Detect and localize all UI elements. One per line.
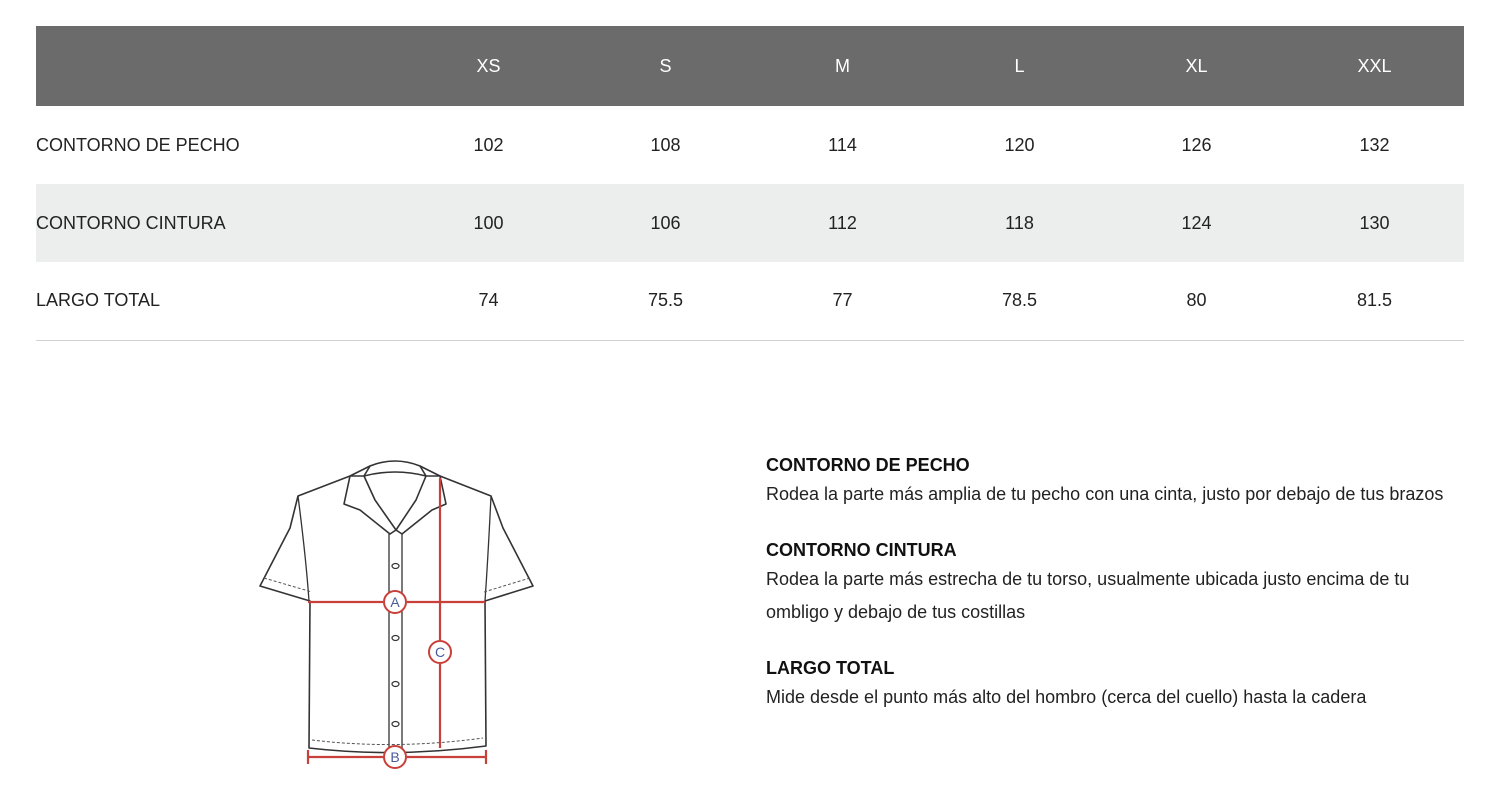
- measurement-guide: [766, 452, 1456, 740]
- table-cell: 120: [1004, 134, 1035, 155]
- table-cell: 81.5: [1356, 290, 1393, 311]
- table-row: [36, 262, 1464, 340]
- guide-title: CONTORNO CINTURA: [766, 540, 957, 560]
- guide-description: Rodea la parte más estrecha de tu torso, usualmente ubicada justo encima de tu ombligo y debajo de tus costillas: [766, 569, 1410, 622]
- header-size-l: L: [1014, 55, 1025, 76]
- table-cell: 100: [473, 212, 504, 233]
- header-size-m: M: [835, 55, 850, 76]
- marker-b: B: [390, 749, 400, 765]
- header-size-xxl: XXL: [1357, 55, 1392, 76]
- size-header-row: [36, 26, 1464, 106]
- header-empty: [36, 26, 400, 106]
- table-cell: 118: [1005, 212, 1034, 233]
- guide-description: Mide desde el punto más alto del hombro (cerca del cuello) hasta la cadera: [766, 687, 1367, 707]
- table-cell: 77: [832, 290, 853, 311]
- row-label: LARGO TOTAL: [36, 290, 161, 311]
- table-row: [36, 106, 1464, 184]
- shirt-measurement-icon: [250, 448, 550, 778]
- shirt-diagram: [250, 448, 550, 778]
- table-cell: 102: [473, 134, 504, 155]
- guide-item: [766, 655, 1456, 714]
- table-cell: 114: [828, 134, 857, 155]
- guide-item: [766, 452, 1456, 511]
- table-cell: 74: [478, 290, 499, 311]
- table-cell: 130: [1359, 212, 1390, 233]
- row-label: CONTORNO DE PECHO: [36, 134, 240, 155]
- header-size-xl: XL: [1185, 55, 1208, 76]
- table-cell: 132: [1359, 134, 1390, 155]
- header-size-xs: XS: [476, 55, 501, 76]
- guide-title: LARGO TOTAL: [766, 658, 895, 678]
- table-cell: 112: [828, 212, 857, 233]
- table-cell: 126: [1181, 134, 1212, 155]
- guide-item: [766, 537, 1456, 629]
- table-cell: 75.5: [647, 290, 684, 311]
- guide-description: Rodea la parte más amplia de tu pecho con una cinta, justo por debajo de tus brazos: [766, 484, 1444, 504]
- table-cell: 80: [1186, 290, 1207, 311]
- row-label: CONTORNO CINTURA: [36, 212, 226, 233]
- table-cell: 108: [650, 134, 681, 155]
- table-cell: 124: [1181, 212, 1212, 233]
- guide-title: CONTORNO DE PECHO: [766, 455, 970, 475]
- table-cell: 78.5: [1001, 290, 1038, 311]
- size-chart-table: [36, 26, 1464, 341]
- header-size-s: S: [659, 55, 672, 76]
- marker-c: C: [434, 644, 446, 660]
- marker-a: A: [390, 594, 400, 610]
- table-row: [36, 184, 1464, 262]
- table-cell: 106: [650, 212, 681, 233]
